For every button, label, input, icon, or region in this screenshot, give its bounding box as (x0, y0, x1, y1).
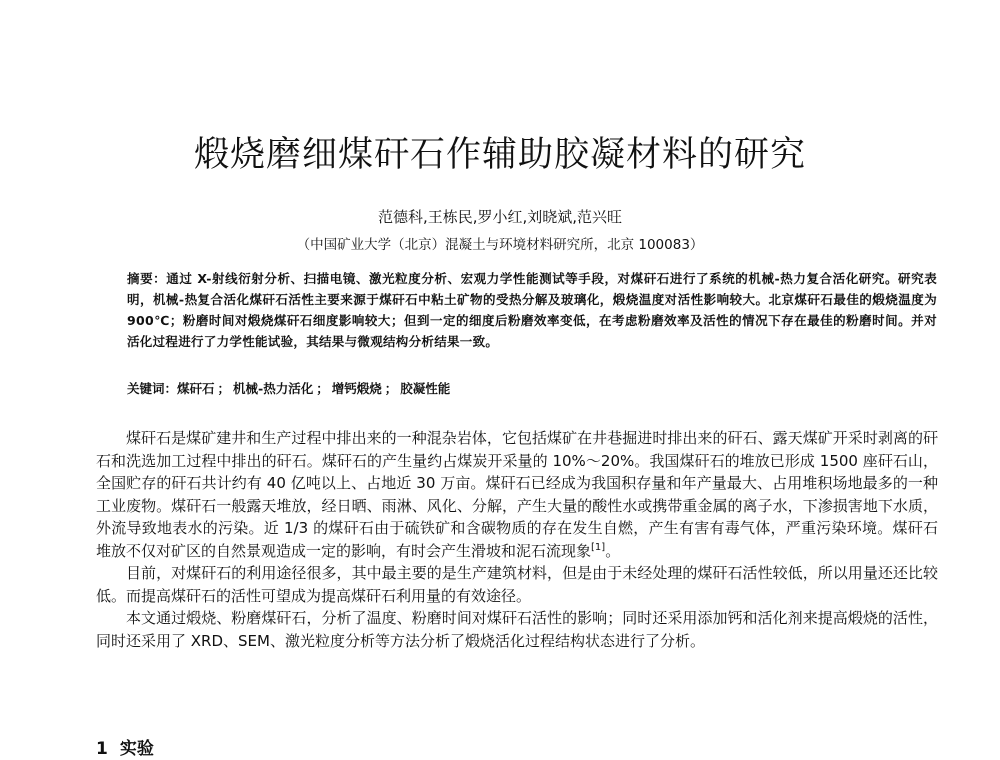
body-paragraph (96, 427, 938, 562)
section-number: 1 (96, 739, 108, 759)
paragraph-text: 煤矸石是煤矿建井和生产过程中排出来的一种混杂岩体，它包括煤矿在井巷掘进时排出来的矸石、露天煤矿开采时剥离的矸石和洗选加工过程中排出的矸石。煤矸石的产生量约占煤炭开采量的 10%～20%。我国煤矸石的堆放已形成 1500 座矸石山，全国贮存的矸石共计约有 40 亿吨以上、占地近 30 万亩。煤矸石已经成为我国积存量和年产量最大、占用堆积场地最多的一种工业废物。煤矸石一般露天堆放，经日晒、雨淋、风化、分解，产生大量的酸性水或携带重金属的离子水，下渗损害地下水质，外流导致地表水的污染。近 1/3 的煤矸石由于硫铁矿和含碳物质的存在发生自燃，产生有害有毒气体，严重污染环境。煤矸石堆放不仅对矿区的自然景观造成一定的影响，有时会产生滑坡和泥石流现象 (96, 429, 938, 560)
paper-title: 煅烧磨细煤矸石作辅助胶凝材料的研究 (193, 135, 806, 176)
paragraph-end: 。 (605, 541, 621, 560)
keyword-separator: ； (217, 381, 231, 396)
keyword-item: 机械-热力活化 (233, 381, 314, 396)
body-paragraph: 目前，对煤矸石的利用途径很多，其中最主要的是生产建筑材料，但是由于未经处理的煤矸石活性较低，所以用量还还比较低。而提高煤矸石的活性可望成为提高煤矸石利用量的有效途径。 (96, 564, 938, 605)
author-list: 范德科,王栋民,罗小红,刘晓斌,范兴旺 (377, 208, 623, 226)
keyword-item: 胶凝性能 (400, 381, 451, 396)
citation-marker[interactable]: [1] (591, 541, 606, 553)
keywords (127, 379, 937, 399)
abstract (127, 268, 937, 352)
keyword-item: 增钙煅烧 (331, 381, 382, 396)
section-title: 实验 (119, 739, 154, 759)
body-paragraph: 本文通过煅烧、粉磨煤矸石，分析了温度、粉磨时间对煤矸石活性的影响；同时还采用添加钙和活化剂来提高煅烧的活性，同时还采用了 XRD、SEM、激光粒度分析等方法分析了煅烧活化过程结构状态进行了分析。 (96, 609, 938, 650)
section-heading (96, 734, 396, 759)
keywords-label: 关键词： (127, 381, 178, 396)
abstract-text: 通过 X-射线衍射分析、扫描电镜、激光粒度分析、宏观力学性能测试等手段，对煤矸石进行了系统的机械-热力复合活化研究。研究表明，机械-热复合活化煤矸石活性主要来源于煤矸石中粘土矿物的受热分解及玻璃化，煅烧温度对活性影响较大。北京煤矸石最佳的煅烧温度为 900℃；粉磨时间对煅烧煤矸石细度影响较大；但到一定的细度后粉磨效率变低，在考虑粉磨效率及活性的情况下存在最佳的粉磨时间。并对活化过程进行了力学性能试验，其结果与微观结构分析结果一致。 (127, 271, 937, 349)
abstract-label: 摘要： (127, 271, 167, 286)
affiliation: （中国矿业大学（北京）混凝土与环境材料研究所，北京 100083） (296, 237, 704, 253)
keyword-separator: ； (316, 381, 329, 396)
keyword-separator: ； (384, 381, 398, 396)
keyword-item: 煤矸石 (177, 381, 215, 396)
body-text (96, 427, 938, 652)
